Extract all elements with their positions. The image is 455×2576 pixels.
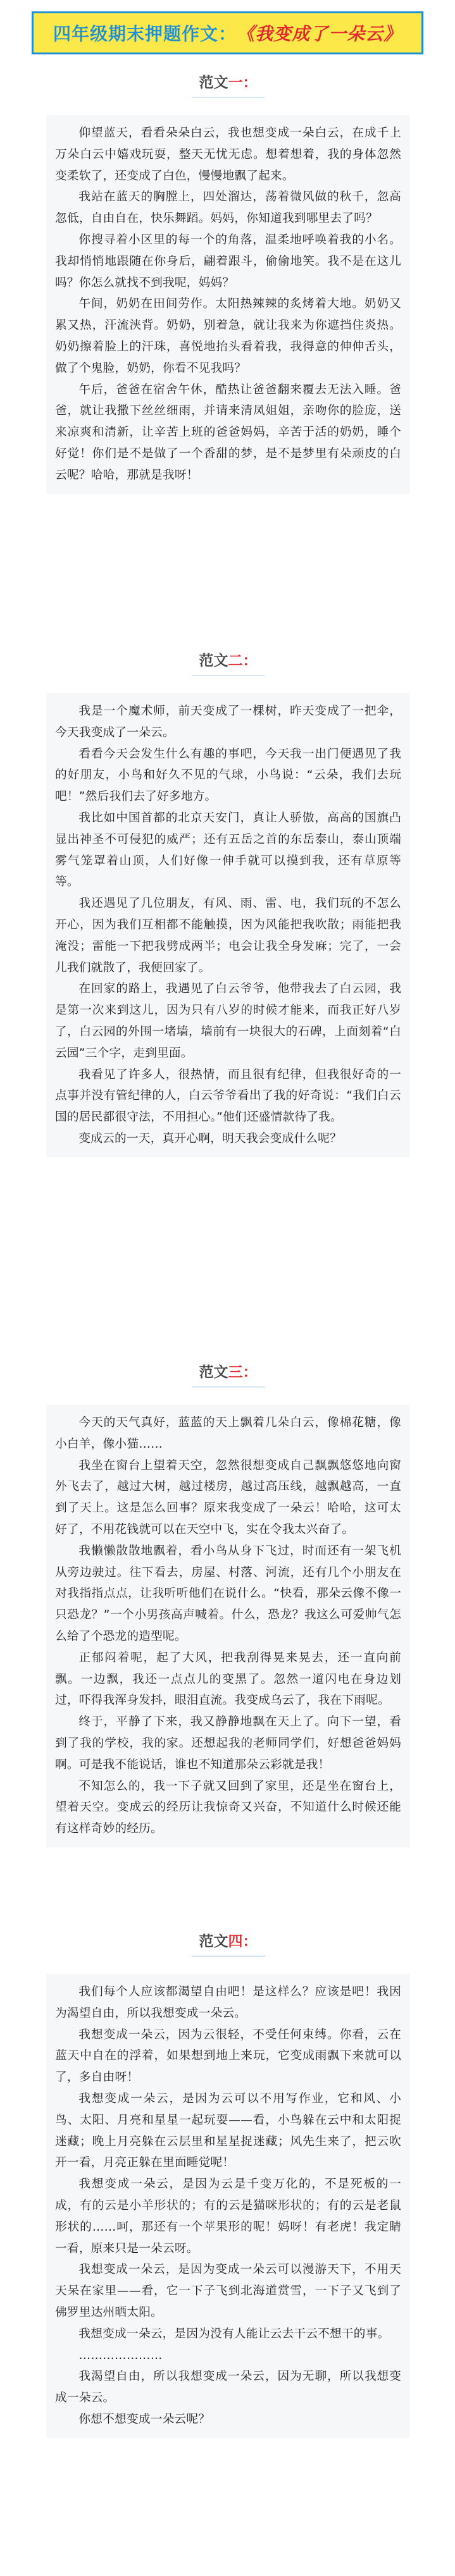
paragraph: 我们每个人应该都渴望自由吧！是这样么？应该是吧！我因为渴望自由，所以我想变成一朵云。 <box>55 1985 401 2020</box>
essay-section-1 <box>46 67 410 494</box>
essay-body <box>46 1405 410 1847</box>
ellipsis-line: ………………… <box>78 2348 163 2362</box>
paragraph: 我站在蓝天的胸膛上，四处溜达，荡着微风做的秋千，忽高忽低，自由自在，快乐舞蹈。妈妈，你知道我到哪里去了吗？ <box>55 190 401 226</box>
section-heading <box>192 1926 265 1957</box>
paragraph: 我想变成一朵云，是因为云是千变万化的，不是死板的一成，有的云是小羊形状的；有的云是猫咪形状的；有的云是老鼠形状的……呵，那还有一个苹果形的呢！妈呀！有老虎！我定睛一看，原来只是一朵云呀。 <box>55 2178 401 2255</box>
paragraph: 我想变成一朵云，是因为云可以不用写作业，它和风、小鸟、太阳、月亮和星星一起玩耍——看，小鸟躲在云中和太阳捉迷藏；晚上月亮躲在云层里和星星捉迷藏；风先生来了，把云吹开一看，月亮正躲在里面睡觉呢！ <box>55 2092 401 2170</box>
heading-number: 三： <box>228 1364 258 1381</box>
title-banner <box>32 11 423 54</box>
paragraph: 午后，爸爸在宿舍午休，酷热让爸爸翻来覆去无法入睡。爸爸，就让我撒下丝丝细雨，并请来清凤姐姐，亲吻你的脸庞，送来凉爽和清新，让辛苦上班的爸爸妈妈，辛苦于活的奶奶，睡个好觉！你们是不是做了一个香甜的梦，是不是梦里有朵顽皮的白云呢？哈哈，那就是我呀！ <box>55 383 401 482</box>
paragraph: 终于，平静了下来，我又静静地飘在天上了。向下一望，看到了我的学校，我的家。还想起我的老师同学们，好想爸爸妈妈啊。可是我不能说话，谁也不知道那朵云彩就是我！ <box>55 1715 401 1772</box>
paragraph: 变成云的一天，真开心啊，明天我会变成什么呢？ <box>78 1131 342 1145</box>
paragraph: 我想变成一朵云，因为云很轻，不受任何束缚。你看，云在蓝天中自在的浮着，如果想到地上来玩，它变成雨飘下来就可以了，多自由呀！ <box>55 2028 401 2085</box>
paragraph: 不知怎么的，我一下子就又回到了家里，还是坐在窗台上，望着天空。变成云的经历让我惊奇又兴奋，不知道什么时候还能有这样奇妙的经历。 <box>55 1779 401 1836</box>
paragraph: 今天的天气真好，蓝蓝的天上飘着几朵白云，像棉花糖，像小白羊，像小猫…… <box>55 1416 401 1451</box>
paragraph: 我懒懒散散地飘着，看小鸟从身下飞过，时而还有一架飞机从旁边驶过。往下看去，房屋、村落、河流，还有几个小朋友在对我指指点点，让我听听他们在说什么。“快看，那朵云像不像一只恐龙？”一个小男孩高声喊着。什么，恐龙？我这么可爱帅气怎么给了个恐龙的造型呢。 <box>55 1544 401 1643</box>
heading-number: 四： <box>228 1933 258 1950</box>
heading-prefix: 范文 <box>199 653 228 669</box>
banner-title-prefix: 四年级期末押题作文： <box>53 23 237 44</box>
paragraph: 午间，奶奶在田间劳作。太阳热辣辣的炙烤着大地。奶奶又累又热，汗流浃背。奶奶，别着急，就让我来为你遮挡住炎热。奶奶擦着脸上的汗珠，喜悦地抬头看着我，我得意的伸伸舌头，做了个鬼脸，奶奶，你看不见我吗？ <box>55 297 401 375</box>
heading-number: 二： <box>228 653 258 669</box>
paragraph: 看看今天会发生什么有趣的事吧，今天我一出门便遇见了我的好朋友，小鸟和好久不见的气球，小鸟说：“云朵，我们去玩吧！”然后我们去了好多地方。 <box>55 747 401 804</box>
paragraph: 我渴望自由，所以我想变成一朵云，因为无聊，所以我想变成一朵云。 <box>55 2370 401 2405</box>
heading-prefix: 范文 <box>199 75 228 91</box>
heading-number: 一： <box>228 75 258 91</box>
paragraph: 我比如中国首都的北京天安门，真让人骄傲，高高的国旗凸显出神圣不可侵犯的威严；还有五岳之首的东岳泰山，泰山顶端雾气笼罩着山顶，人们好像一伸手就可以摸到我，还有草原等等。 <box>55 811 401 889</box>
banner-title-essay: 《我变成了一朵云》 <box>237 23 402 44</box>
essay-body <box>46 115 410 494</box>
paragraph: 在回家的路上，我遇见了白云爷爷，他带我去了白云园，我是第一次来到这儿，因为只有八岁的时候才能来，而我正好八岁了，白云园的外围一堵墙，墙前有一块很大的石碑，上面刻着“白云园”三个字，走到里面。 <box>55 982 401 1060</box>
section-heading <box>192 67 265 98</box>
paragraph: 正郁闷着呢，起了大风，把我刮得晃来晃去，还一直向前飘。一边飘，我还一点点儿的变黑了。忽然一道闪电在身边划过，吓得我浑身发抖，眼泪直流。我变成乌云了，我在下雨呢。 <box>55 1651 401 1708</box>
paragraph: 我还遇见了几位朋友，有风、雨、雷、电，我们玩的不怎么开心，因为我们互相都不能触摸，因为风能把我吹散；雨能把我淹没；雷能一下把我劈成两半；电会让我全身发麻；完了，一会儿我们就散了，我便回家了。 <box>55 897 401 975</box>
section-heading <box>192 1357 265 1388</box>
essay-section-3 <box>46 1357 410 1847</box>
paragraph: 我看见了许多人，很热情，而且很有纪律，但我很好奇的一点事并没有管纪律的人，白云爷爷看出了我的好奇说：“我们白云国的居民都很守法，不用担心。”他们还盛情款待了我。 <box>55 1068 401 1125</box>
paragraph: 你想不想变成一朵云呢？ <box>78 2412 211 2426</box>
heading-prefix: 范文 <box>199 1364 228 1381</box>
paragraph: 你搜寻着小区里的每一个的角落，温柔地呼唤着我的小名。我却悄悄地跟随在你身后，翩着跟斗，偷偷地笑。我不是在这儿吗？你怎么就找不到我呢，妈妈？ <box>55 233 401 290</box>
essay-body <box>46 1974 410 2438</box>
paragraph: 我是一个魔术师，前天变成了一棵树，昨天变成了一把伞，今天我变成了一朵云。 <box>55 705 401 739</box>
paragraph: 我坐在窗台上望着天空，忽然很想变成自己飘飘悠悠地向窗外飞去了，越过大树，越过楼房，越过高压线，越飘越高，一直到了天上。这是怎么回事？原来我变成了一朵云！哈哈，这可太好了，不用花钱就可以在天空中飞，实在令我太兴奋了。 <box>55 1458 401 1536</box>
heading-prefix: 范文 <box>199 1933 228 1950</box>
essay-section-4 <box>46 1926 410 2438</box>
paragraph: 仰望蓝天，看看朵朵白云，我也想变成一朵白云，在成千上万朵白云中嬉戏玩耍，整天无忧无虑。想着想着，我的身体忽然变柔软了，还变成了白色，慢慢地飘了起来。 <box>55 126 401 183</box>
paragraph: 我想变成一朵云，是因为没有人能让云去干云不想干的事。 <box>78 2327 390 2341</box>
essay-section-2 <box>46 645 410 1157</box>
section-heading <box>192 645 265 676</box>
paragraph: 我想变成一朵云，是因为变成一朵云可以漫游天下，不用天天呆在家里——看，它一下子飞到北海道赏雪，一下子又飞到了佛罗里达州晒太阳。 <box>55 2263 401 2319</box>
essay-body <box>46 693 410 1157</box>
